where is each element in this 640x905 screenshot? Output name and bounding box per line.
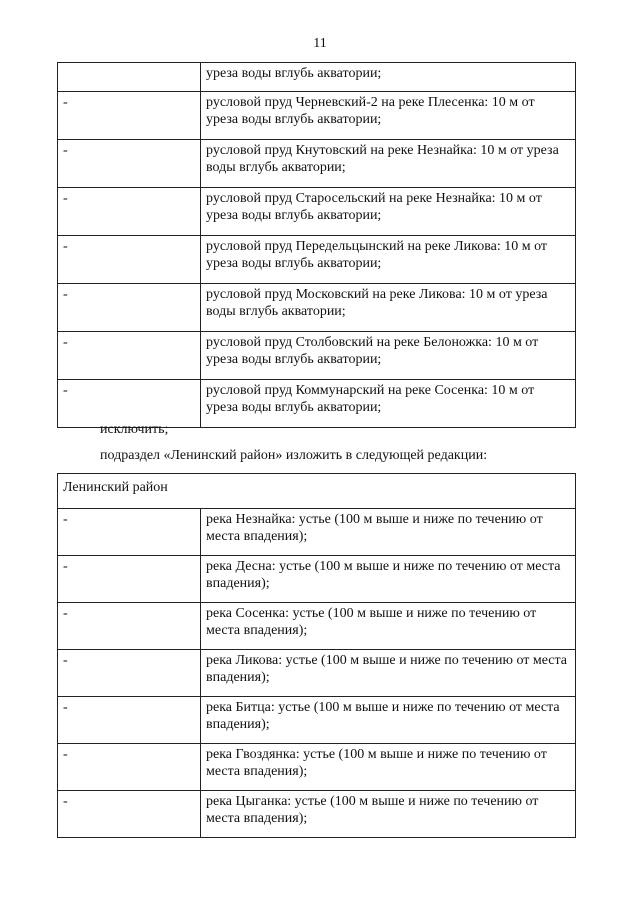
table-cell-text: река Цыганка: устье (100 м выше и ниже по течению от места впадения); [201,791,576,838]
table-cell-mark [58,63,201,92]
table-row [58,603,576,650]
table-cell-mark: - [58,140,201,188]
table-cell-text: русловой пруд Передельцынский на реке Ликова: 10 м от уреза воды вглубь акватории; [201,236,576,284]
table-cell-text: русловой пруд Московский на реке Ликова: 10 м от уреза воды вглубь акватории; [201,284,576,332]
page-number: 11 [313,36,327,51]
table-cell-text: река Гвоздянка: устье (100 м выше и ниже по течению от места впадения); [201,744,576,791]
table-cell-mark: - [58,603,201,650]
table-row [58,697,576,744]
table-row [58,509,576,556]
table-cell-mark: - [58,697,201,744]
table-cell-text: река Десна: устье (100 м выше и ниже по течению от места впадения); [201,556,576,603]
table-cell-mark: - [58,791,201,838]
ponds-table [57,62,576,428]
table-cell-text: река Битца: устье (100 м выше и ниже по течению от места впадения); [201,697,576,744]
table-cell-mark: - [58,332,201,380]
table-cell-mark: - [58,284,201,332]
table-cell-text: река Сосенка: устье (100 м выше и ниже по течению от места впадения); [201,603,576,650]
table-row [58,744,576,791]
paragraph-exclude: исключить; [100,422,169,437]
table-row [58,140,576,188]
table-cell-mark: - [58,92,201,140]
paragraph-subsection: подраздел «Ленинский район» изложить в следующей редакции: [100,448,488,463]
table-cell-mark: - [58,509,201,556]
table-row [58,556,576,603]
table-row [58,92,576,140]
table-row [58,284,576,332]
leninsky-table [57,473,576,838]
table-cell-text: русловой пруд Столбовский на реке Белоножка: 10 м от уреза воды вглубь акватории; [201,332,576,380]
table-row [58,236,576,284]
table-cell-mark: - [58,744,201,791]
table-cell-text: русловой пруд Старосельский на реке Незнайка: 10 м от уреза воды вглубь акватории; [201,188,576,236]
leninsky-table-body [58,474,576,838]
ponds-table-body [58,63,576,428]
table-row [58,188,576,236]
table-cell-text: русловой пруд Коммунарский на реке Сосенка: 10 м от уреза воды вглубь акватории; [201,380,576,428]
table-header-cell: Ленинский район [58,474,576,509]
table-cell-text: река Незнайка: устье (100 м выше и ниже по течению от места впадения); [201,509,576,556]
table-cell-mark: - [58,556,201,603]
table-cell-mark: - [58,380,201,428]
table-cell-text: уреза воды вглубь акватории; [201,63,576,92]
table-row [58,791,576,838]
table-cell-mark: - [58,650,201,697]
table-cell-mark: - [58,236,201,284]
table-cell-mark: - [58,188,201,236]
table-cell-text: русловой пруд Черневский-2 на реке Плесенка: 10 м от уреза воды вглубь акватории; [201,92,576,140]
table-header-row [58,474,576,509]
table-cell-text: река Ликова: устье (100 м выше и ниже по течению от места впадения); [201,650,576,697]
table-cell-text: русловой пруд Кнутовский на реке Незнайка: 10 м от уреза воды вглубь акватории; [201,140,576,188]
table-row [58,650,576,697]
table-row [58,332,576,380]
table-row [58,63,576,92]
